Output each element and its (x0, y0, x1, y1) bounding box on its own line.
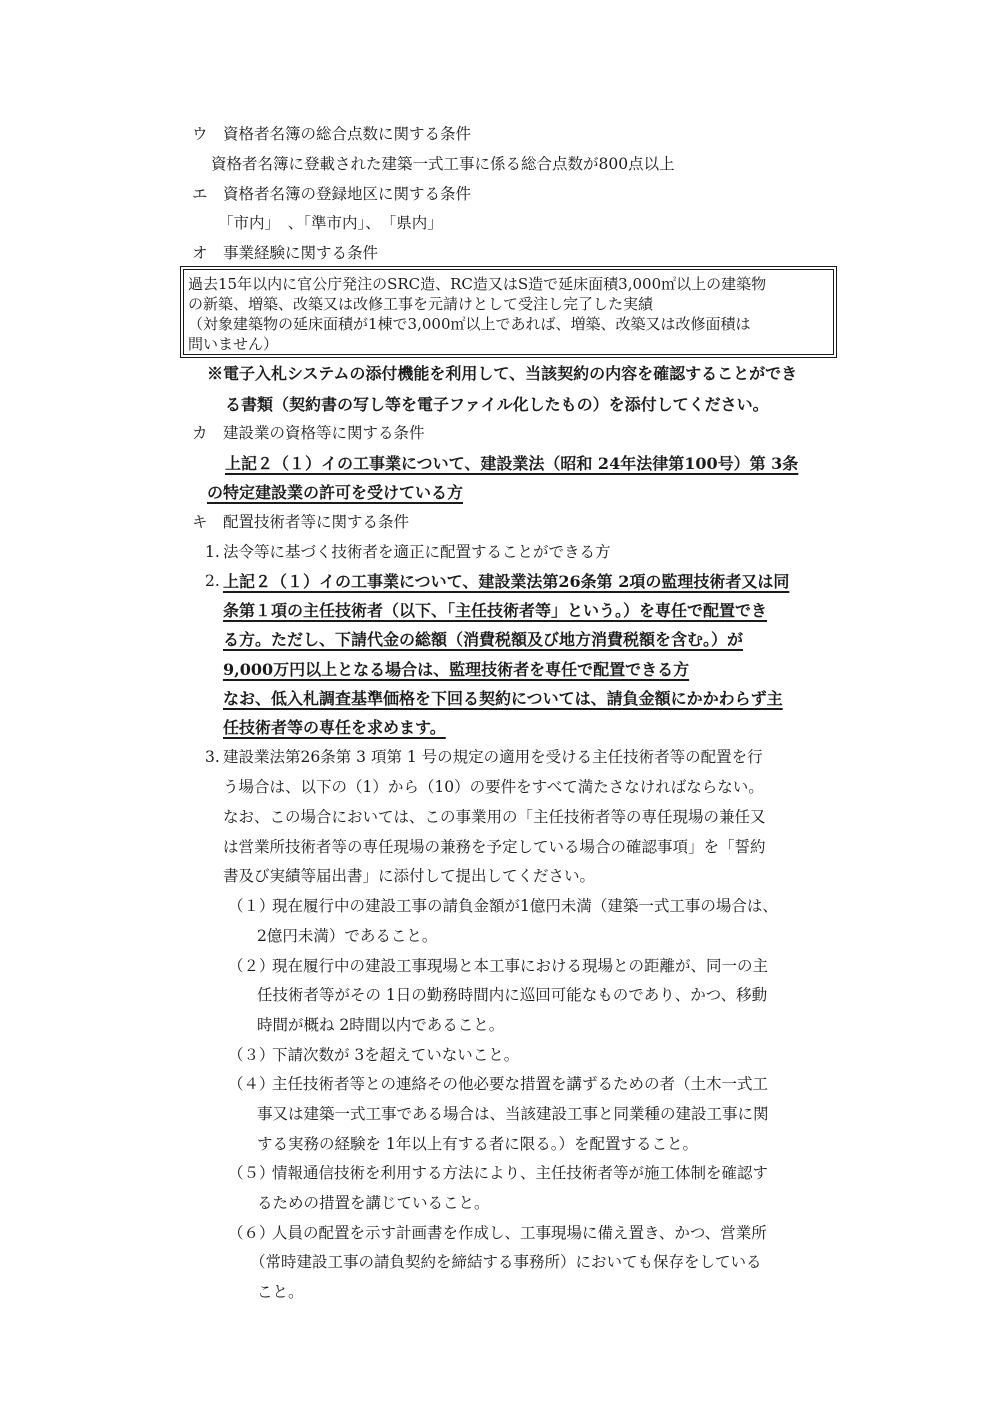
sub-1-number: （１） (228, 897, 275, 915)
sub-2-line-2: 任技術者等がその 1日の勤務時間内に巡回可能なものであり、かつ、移動 (257, 986, 768, 1004)
item-2-line-6: 任技術者等の専任を求めます。 (223, 718, 446, 737)
experience-condition-box (180, 266, 837, 358)
item-3-number: 3. (205, 748, 220, 766)
box-line-2: の新築、増築、改築又は改修工事を元請けとして受注し完了した実績 (188, 295, 654, 313)
box-line-3: （対象建築物の延床面積が1棟で3,000㎡以上であれば、増築、改築又は改修面積は (188, 315, 751, 333)
heading-ki: キ 配置技術者等に関する条件 (192, 513, 410, 531)
item-2-number: 2. (205, 572, 220, 590)
item-2-line-5: なお、低入札調査基準価格を下回る契約については、請負金額にかかわらず主 (223, 689, 783, 708)
item-3-line-1: 建設業法第26条第 3 項第 1 号の規定の適用を受ける主任技術者等の配置を行 (223, 748, 763, 766)
heading-e: エ 資格者名簿の登録地区に関する条件 (192, 185, 472, 203)
sub-1-line-2: 2億円未満）であること。 (257, 927, 438, 945)
item-3-line-4: は営業所技術者等の専任現場の兼務を予定している場合の確認事項」を「誓約 (223, 838, 766, 856)
item-3-line-2: う場合は、以下の（1）から（10）の要件をすべて満たさなければならない。 (223, 778, 764, 796)
sub-4-number: （４） (228, 1075, 275, 1093)
heading-o: オ 事業経験に関する条件 (192, 244, 379, 262)
ka-line-1: 上記２（１）イの工事業について、建設業法（昭和 24年法律第100号）第 3条 (225, 454, 799, 473)
sub-3-number: （３） (228, 1046, 275, 1064)
sub-6-line-2: （常時建設工事の請負契約を締結する事務所）においても保存をしている (250, 1253, 762, 1271)
ka-line-2: の特定建設業の許可を受けている方 (207, 483, 464, 502)
sub-5-number: （５） (228, 1164, 275, 1182)
sub-6-line-3: こと。 (257, 1283, 304, 1301)
sub-3-line-1: 下請次数が 3を超えていないこと。 (272, 1046, 520, 1064)
sub-4-line-2: 事又は建築一式工事である場合は、当該建設工事と同業種の建設工事に関 (257, 1105, 769, 1123)
item-3-line-5: 書及び実績等届出書」に添付して提出してください。 (223, 867, 596, 885)
sub-4-line-1: 主任技術者等との連絡その他必要な措置を講ずるための者（土木一式工 (272, 1075, 769, 1093)
box-line-4: 問いません） (188, 335, 279, 353)
sub-6-number: （６） (228, 1224, 275, 1242)
condition-u-body: 資格者名簿に登載された建築一式工事に係る総合点数が800点以上 (211, 155, 675, 173)
heading-ka: カ 建設業の資格等に関する条件 (192, 424, 425, 442)
item-2-line-4: 9,000万円以上となる場合は、監理技術者を専任で配置できる方 (223, 660, 690, 679)
item-2-line-2: 条第１項の主任技術者（以下、「主任技術者等」という。）を専任で配置でき (223, 601, 768, 620)
condition-e-body: 「市内」 、「準市内」、 「県内」 (218, 214, 443, 232)
item-1-number: 1. (205, 543, 220, 561)
sub-6-line-1: 人員の配置を示す計画書を作成し、工事現場に備え置き、かつ、営業所 (272, 1224, 767, 1242)
note-line-2: る書類（契約書の写し等を電子ファイル化したもの）を添付してください。 (225, 395, 769, 414)
note-line-1: ※電子入札システムの添付機能を利用して、当該契約の内容を確認することができ (207, 364, 798, 383)
box-line-1: 過去15年以内に官公庁発注のSRC造、RC造又はS造で延床面積3,000㎡以上の建築物 (188, 275, 767, 293)
sub-2-line-1: 現在履行中の建設工事現場と本工事における現場との距離が、同一の主 (272, 957, 769, 975)
sub-5-line-1: 情報通信技術を利用する方法により、主任技術者等が施工体制を確認す (272, 1164, 769, 1182)
sub-4-line-3: する実務の経験を 1年以上有する者に限る。）を配置すること。 (257, 1135, 699, 1153)
item-2-line-1: 上記２（１）イの工事業について、建設業法第26条第 2項の監理技術者又は同 (223, 572, 790, 591)
heading-u: ウ 資格者名簿の総合点数に関する条件 (192, 125, 472, 143)
item-3-line-3: なお、この場合においては、この事業用の「主任技術者等の専任現場の兼任又 (223, 808, 766, 826)
sub-5-line-2: るための措置を講じていること。 (257, 1194, 490, 1212)
sub-1-line-1: 現在履行中の建設工事の請負金額が1億円未満（建築一式工事の場合は、 (272, 897, 778, 915)
sub-2-line-3: 時間が概ね 2時間以内であること。 (257, 1016, 505, 1034)
item-1-text: 法令等に基づく技術者を適正に配置することができる方 (223, 543, 611, 561)
sub-2-number: （２） (228, 957, 275, 975)
item-2-line-3: る方。ただし、下請代金の総額（消費税額及び地方消費税額を含む。）が (223, 630, 744, 649)
